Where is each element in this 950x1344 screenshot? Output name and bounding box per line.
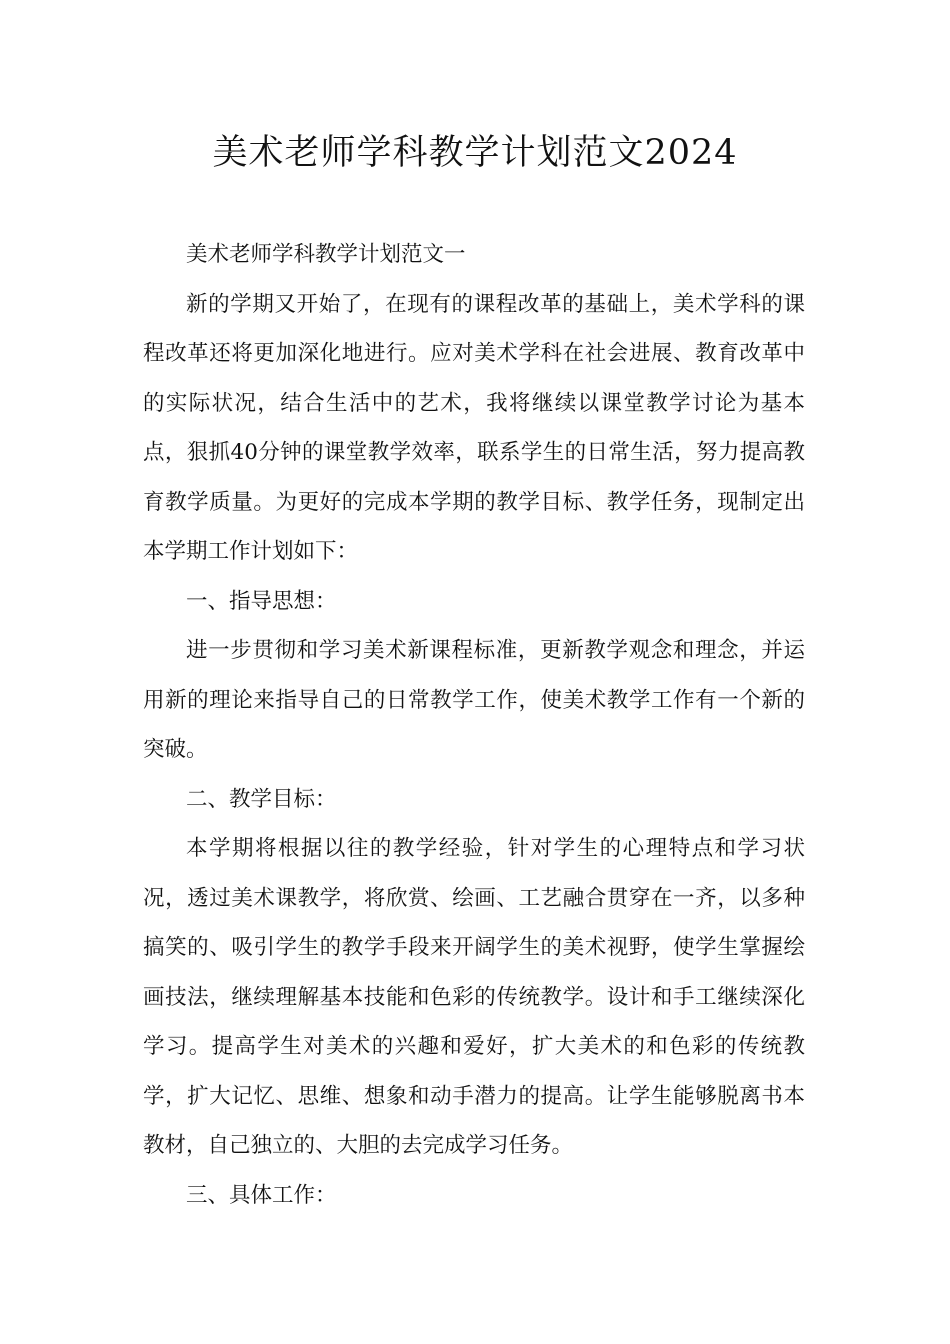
document-body bbox=[143, 230, 805, 1220]
document-title: 美术老师学科教学计划范文2024 bbox=[212, 133, 738, 173]
teaching-goals-paragraph: 本学期将根据以往的教学经验，针对学生的心理特点和学习状况，透过美术课教学，将欣赏、绘画、工艺融合贯穿在一齐，以多种搞笑的、吸引学生的教学手段来开阔学生的美术视野，使学生掌握绘画技法，继续理解基本技能和色彩的传统教学。设计和手工继续深化学习。提高学生对美术的兴趣和爱好，扩大美术的和色彩的传统教学，扩大记忆、思维、想象和动手潜力的提高。让学生能够脱离书本教材，自己独立的、大胆的去完成学习任务。 bbox=[143, 836, 805, 1158]
section-heading-specific-work: 三、具体工作： bbox=[186, 1182, 337, 1208]
section-heading-teaching-goals: 二、教学目标： bbox=[186, 786, 337, 812]
intro-paragraph: 新的学期又开始了，在现有的课程改革的基础上，美术学科的课程改革还将更加深化地进行。应对美术学科在社会进展、教育改革中的实际状况，结合生活中的艺术，我将继续以课堂教学讨论为基本点，狠抓40分钟的课堂教学效率，联系学生的日常生活，努力提高教育教学质量。为更好的完成本学期的教学目标、教学任务，现制定出本学期工作计划如下： bbox=[143, 291, 805, 564]
section-heading-guiding-ideology: 一、指导思想： bbox=[186, 588, 337, 614]
section-heading: 美术老师学科教学计划范文一 bbox=[186, 242, 466, 267]
guiding-ideology-paragraph: 进一步贯彻和学习美术新课程标准，更新教学观念和理念，并运用新的理论来指导自己的日常教学工作，使美术教学工作有一个新的突破。 bbox=[143, 638, 805, 762]
